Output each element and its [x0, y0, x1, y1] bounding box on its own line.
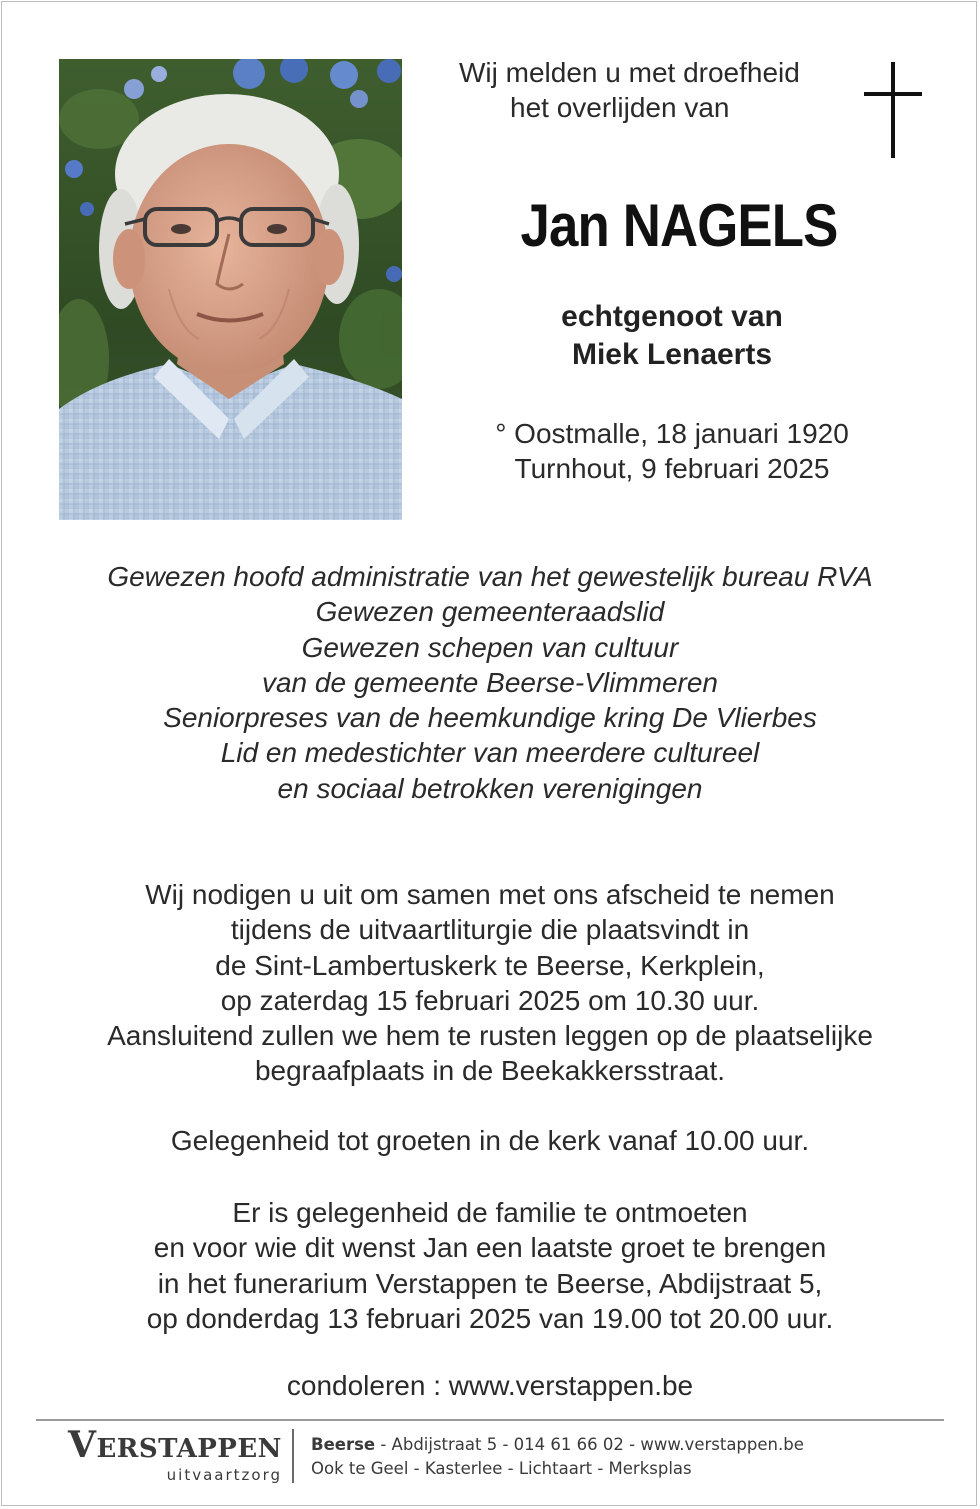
logo-wordmark — [68, 1424, 282, 1466]
footer-separator — [292, 1429, 294, 1483]
announcement-line-2: het overlijden van — [510, 92, 730, 123]
death-line: Turnhout, 9 februari 2025 — [514, 453, 830, 484]
biography-line: van de gemeente Beerse-Vlimmeren — [261, 666, 718, 698]
spouse-block — [440, 298, 904, 374]
announcement-line-1: Wij melden u met droefheid — [459, 57, 800, 88]
logo-subtitle: uitvaartzorg — [166, 1466, 282, 1484]
footer-address — [311, 1433, 951, 1481]
invitation-line: tijdens de uitvaartliturgie die plaatsvindt in — [230, 914, 750, 946]
birth-line: ° Oostmalle, 18 januari 1920 — [495, 418, 849, 449]
verstappen-logo — [68, 1424, 282, 1488]
invitation-line: Aansluitend zullen we hem te rusten leggen op de plaatselijke — [107, 1020, 873, 1052]
biography-line: en sociaal betrokken verenigingen — [277, 772, 703, 804]
biography-line: Gewezen schepen van cultuur — [301, 631, 679, 663]
biography-line: Gewezen hoofd administratie van het gewestelijk bureau RVA — [107, 561, 873, 592]
condolence-link[interactable]: condoleren : www.verstappen.be — [286, 1370, 694, 1401]
life-dates — [440, 416, 904, 486]
branches-line: Ook te Geel - Kasterlee - Lichtaart - Merksplas — [311, 1459, 692, 1478]
biography-line: Gewezen gemeenteraadslid — [315, 596, 665, 628]
meeting-line: en voor wie dit wenst Jan een laatste groet te brengen — [153, 1232, 827, 1264]
funeral-invitation — [40, 877, 940, 1089]
relation-label: echtgenoot van — [561, 300, 783, 333]
meeting-line: in het funerarium Verstappen te Beerse, Abdijstraat 5, — [157, 1267, 823, 1299]
announcement — [430, 55, 870, 125]
biography-line: Seniorpreses van de heemkundige kring De Vlierbes — [163, 702, 817, 734]
address-line — [311, 1433, 951, 1457]
invitation-line: op zaterdag 15 februari 2025 om 10.30 uur. — [220, 984, 760, 1016]
biography-line: Lid en medestichter van meerdere cultureel — [220, 737, 760, 769]
invitation-line: begraafplaats in de Beekakkersstraat. — [254, 1055, 726, 1087]
meeting-line: op donderdag 13 februari 2025 van 19.00 tot 20.00 uur. — [146, 1302, 834, 1334]
greeting-note: Gelegenheid tot groeten in de kerk vanaf 10.00 uur. — [170, 1125, 810, 1156]
meeting-line: Er is gelegenheid de familie te ontmoeten — [232, 1197, 748, 1228]
invitation-line: Wij nodigen u uit om samen met ons afscheid te nemen — [145, 879, 835, 910]
deceased-name: Jan NAGELS — [520, 192, 838, 259]
portrait-photo — [59, 59, 402, 520]
footer-divider — [36, 1419, 944, 1421]
invitation-line: de Sint-Lambertuskerk te Beerse, Kerkplein, — [215, 949, 765, 981]
address-details: - Abdijstraat 5 - 014 61 66 02 - www.verstappen.be — [375, 1435, 804, 1454]
address-city: Beerse — [311, 1435, 376, 1454]
logo-initial: V — [68, 1424, 97, 1466]
biography — [40, 559, 940, 806]
cross-icon — [864, 62, 922, 158]
spouse-name: Miek Lenaerts — [571, 338, 773, 371]
logo-rest: ERSTAPPEN — [96, 1434, 282, 1464]
family-meeting — [40, 1195, 940, 1336]
